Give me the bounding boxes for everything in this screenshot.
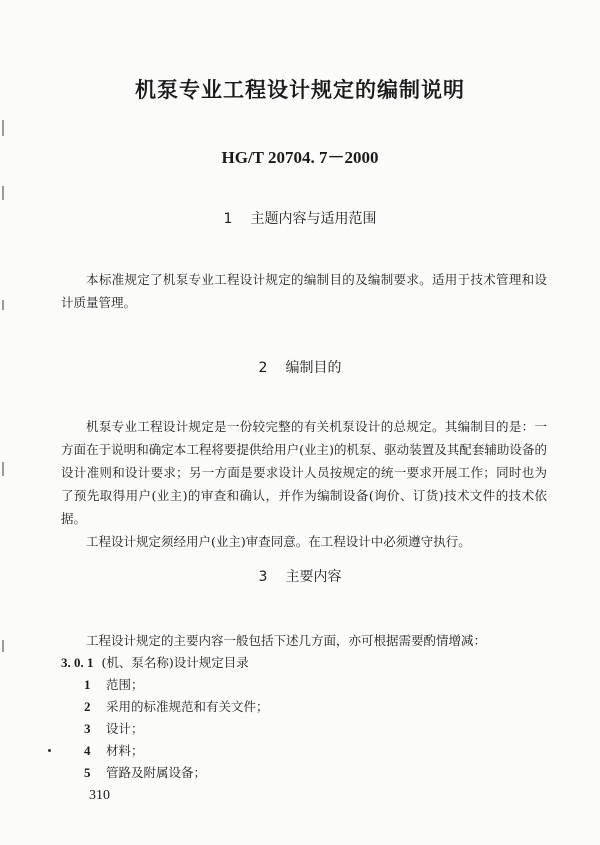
scan-edge-mark [2, 186, 4, 200]
scan-edge-mark [2, 640, 4, 652]
item-number: 4 [84, 743, 91, 758]
item-number: 3 [84, 721, 91, 736]
section-title: 编制目的 [285, 360, 342, 376]
section-3-intro: 工程设计规定的主要内容一般包括下述几方面，亦可根据需要酌情增减： [86, 633, 487, 648]
section-2-heading [0, 357, 600, 377]
scan-edge-mark [2, 300, 4, 310]
section-number: 1 [223, 211, 233, 227]
list-item [84, 741, 144, 759]
section-2-body [61, 415, 547, 553]
clause-3-0-1 [61, 653, 249, 671]
item-text: 材料； [106, 743, 144, 758]
paragraph: 本标准规定了机泵专业工程设计规定的编制目的及编制要求。适用于技术管理和设计质量管理。 [61, 272, 547, 310]
clause-text: (机、泵名称)设计规定目录 [101, 655, 249, 670]
item-number: 5 [84, 765, 91, 780]
paragraph: 机泵专业工程设计规定是一份较完整的有关机泵设计的总规定。其编制目的是：一方面在于说明和确定本工程将要提供给用户(业主)的机泵、驱动装置及其配套辅助设备的设计准则和设计要求；另一方面是要求设计人员按规定的统一要求开展工作；同时也为了预先取得用户(业主)的审查和确认，并作为编制设备(询价、订货)技术文件的技术依据。 [61, 419, 547, 526]
page-number: 310 [89, 788, 110, 803]
item-text: 范围； [106, 677, 144, 692]
section-3-heading [0, 566, 600, 586]
paragraph: 工程设计规定须经用户(业主)审查同意。在工程设计中必须遵守执行。 [86, 534, 471, 549]
list-item [84, 697, 269, 715]
scan-edge-mark [2, 120, 4, 136]
list-item [84, 719, 144, 737]
item-text: 管路及附属设备； [106, 765, 207, 780]
scan-speck [48, 749, 51, 752]
standard-number: HG/T 20704. 7－2000 [221, 148, 379, 167]
list-item [84, 763, 206, 781]
section-title: 主要内容 [285, 569, 342, 585]
section-number: 2 [258, 360, 268, 376]
section-number: 3 [258, 569, 268, 585]
section-1-heading [0, 208, 600, 228]
list-item [84, 675, 144, 693]
section-title: 主题内容与适用范围 [250, 211, 377, 227]
scan-edge-mark [2, 462, 4, 476]
item-number: 2 [84, 699, 91, 714]
document-title: 机泵专业工程设计规定的编制说明 [135, 78, 465, 102]
item-text: 设计； [106, 721, 144, 736]
clause-number: 3. 0. 1 [61, 655, 94, 670]
item-text: 采用的标准规范和有关文件； [106, 699, 269, 714]
section-1-body [61, 268, 547, 314]
item-number: 1 [84, 677, 91, 692]
